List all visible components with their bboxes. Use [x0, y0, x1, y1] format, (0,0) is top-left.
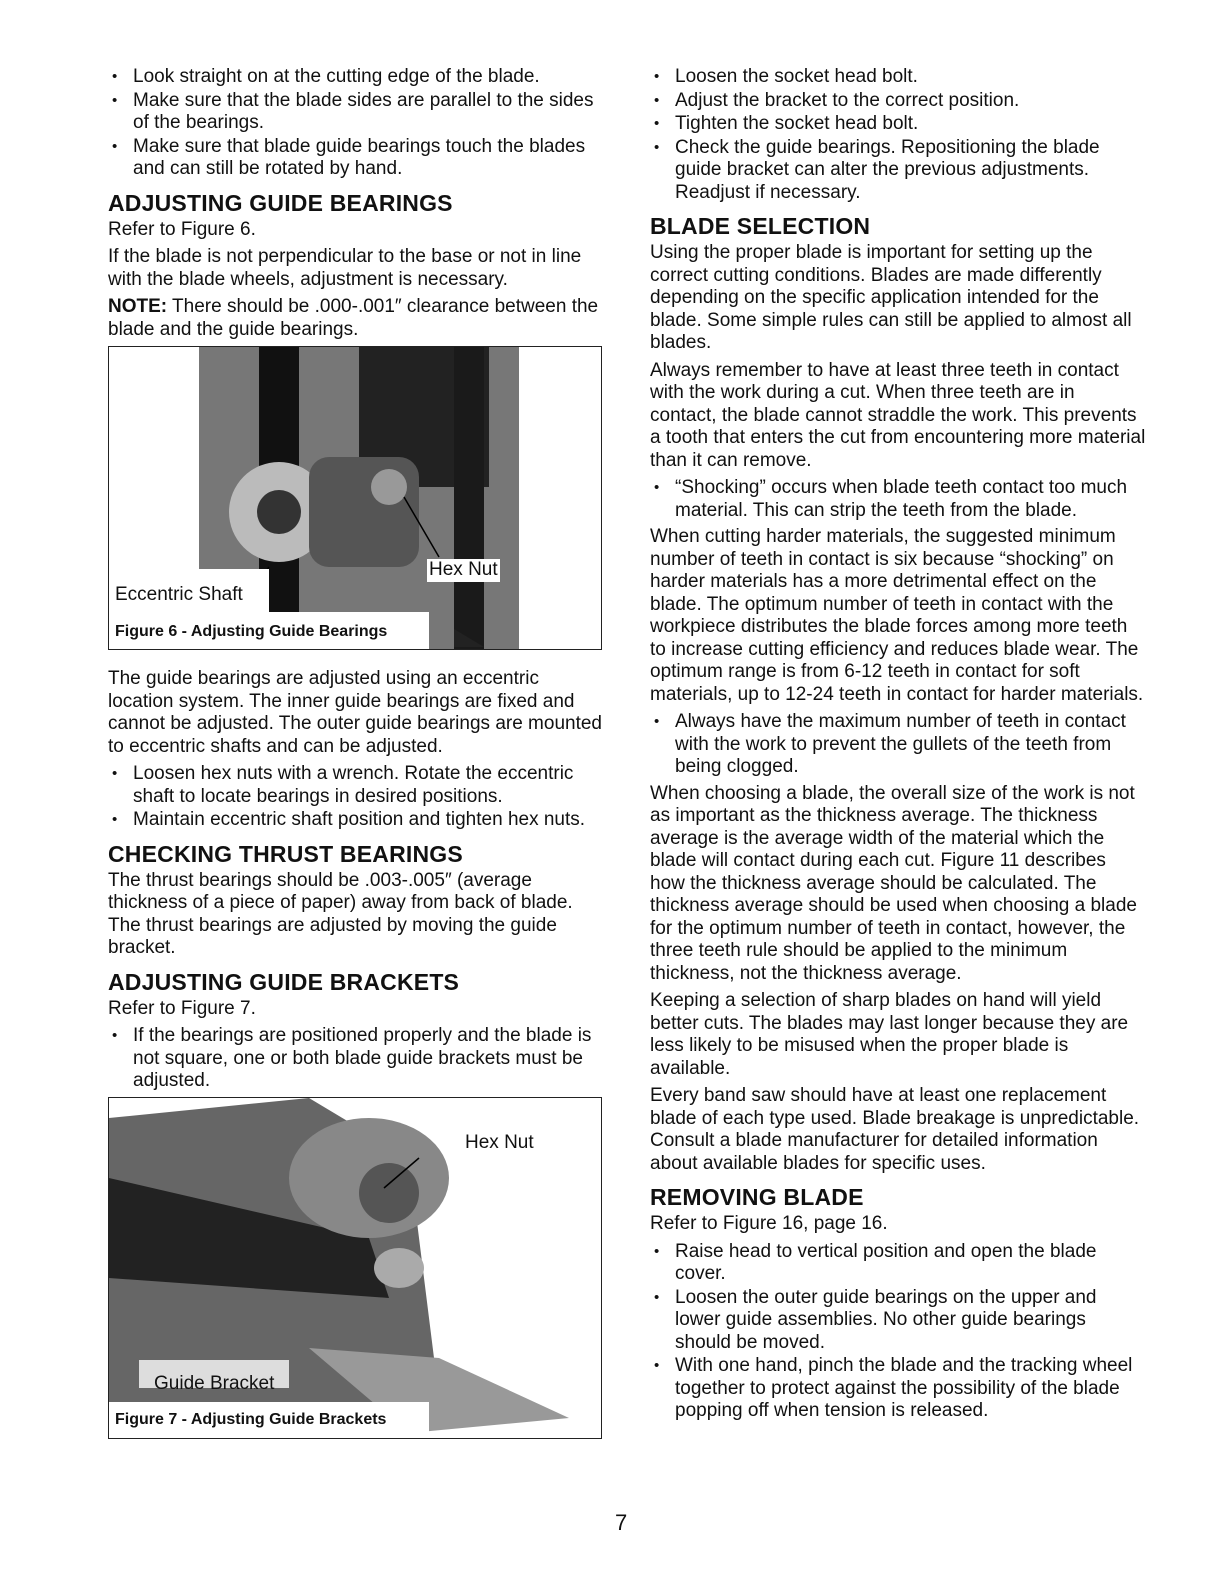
paragraph: When choosing a blade, the overall size of the work is not as important as the thickness average. The thickness average is the average width of the material which the blade will contact during each cut. Figure 11 describes how the thickness average should be calculated. The thickness average should be used when choosing a blade for the optimum number of teeth in contact, however, the three teeth rule should be applied to the minimum thickness, not the thickness average. — [650, 782, 1137, 984]
list-item: • Check the guide bearings. Repositioning the blade guide bracket can alter the previous adjustments. Readjust if necessary. — [650, 137, 1146, 205]
list-item: • Adjust the bracket to the correct position. — [650, 90, 1146, 113]
heading-checking-thrust-bearings: CHECKING THRUST BEARINGS — [108, 840, 463, 867]
list-item: • Tighten the socket head bolt. — [650, 113, 1146, 136]
figure-6 — [108, 346, 602, 650]
list-item: • Always have the maximum number of teeth in contact with the work to prevent the gullets of the teeth from being clogged. — [650, 711, 1146, 779]
heading-removing-blade: REMOVING BLADE — [650, 1184, 864, 1210]
page-number: 7 — [615, 1510, 628, 1535]
list-item: • Look straight on at the cutting edge of the blade. — [108, 66, 602, 89]
bullet-list — [650, 1241, 1146, 1423]
heading-adjusting-guide-brackets: ADJUSTING GUIDE BRACKETS — [108, 968, 460, 995]
heading-adjusting-guide-bearings: ADJUSTING GUIDE BEARINGS — [108, 189, 453, 216]
paragraph: The guide bearings are adjusted using an eccentric location system. The inner guide bearings are fixed and cannot be adjusted. The outer guide bearings are mounted to eccentric shafts and can be adjusted. — [108, 668, 602, 757]
paragraph: Refer to Figure 6. — [108, 218, 256, 240]
list-item: • If the bearings are positioned properly and the blade is not square, one or both blade guide brackets must be adjusted. — [108, 1025, 602, 1093]
paragraph: Refer to Figure 7. — [108, 997, 256, 1019]
figure-7-caption: Figure 7 - Adjusting Guide Brackets — [115, 1411, 387, 1428]
paragraph: When cutting harder materials, the suggested minimum number of teeth in contact is six because “shocking” on harder materials has a more detrimental effect on the blade. The optimum number of teeth in contact with the workpiece distributes the blade forces among more teeth to increase cutting efficiency and reduces blade wear. The optimum range is from 6-12 teeth in contact for soft materials, up to 12-24 teeth in contact for harder materials. — [650, 526, 1144, 705]
paragraph: Every band saw should have at least one replacement blade of each type used. Blade breakage is unpredictable. Consult a blade manufacturer for detailed information about available blades for specific uses. — [650, 1085, 1140, 1174]
bullet-list — [650, 477, 1146, 522]
right-column — [650, 66, 1146, 1427]
bullet-list — [650, 711, 1146, 779]
list-item: • Raise head to vertical position and open the blade cover. — [650, 1241, 1146, 1286]
bullet-list — [108, 763, 602, 832]
list-item: • Make sure that the blade sides are parallel to the sides of the bearings. — [108, 90, 602, 135]
paragraph: Keeping a selection of sharp blades on hand will yield better cuts. The blades may last longer because they are less likely to be misused when the proper blade is available. — [650, 990, 1129, 1079]
list-item: • With one hand, pinch the blade and the tracking wheel together to protect against the possibility of the blade popping off when tension is released. — [650, 1355, 1146, 1423]
bullet-list — [108, 1025, 602, 1093]
hex-nut-label: Hex Nut — [465, 1131, 534, 1153]
left-column — [108, 66, 602, 1457]
figure-7 — [108, 1097, 602, 1439]
list-item: • Loosen the outer guide bearings on the upper and lower guide assemblies. No other guide bearings should be moved. — [650, 1287, 1146, 1355]
list-item: • Loosen the socket head bolt. — [650, 66, 1146, 89]
heading-blade-selection: BLADE SELECTION — [650, 213, 871, 239]
note — [108, 296, 602, 341]
list-item: • Make sure that blade guide bearings touch the blades and can still be rotated by hand. — [108, 136, 602, 181]
list-item: • Maintain eccentric shaft position and tighten hex nuts. — [108, 809, 602, 832]
hex-nut-label: Hex Nut — [429, 559, 498, 580]
bullet-list — [108, 66, 602, 181]
bullet-list — [650, 66, 1146, 204]
list-item: • “Shocking” occurs when blade teeth contact too much material. This can strip the teeth from the blade. — [650, 477, 1146, 522]
list-item: • Loosen hex nuts with a wrench. Rotate the eccentric shaft to locate bearings in desired positions. — [108, 763, 602, 808]
figure-6-caption: Figure 6 - Adjusting Guide Bearings — [115, 622, 388, 640]
paragraph: Always remember to have at least three teeth in contact with the work during a cut. When three teeth are in contact, the blade cannot straddle the work. This prevents a tooth that enters the cut from encountering more material than it can remove. — [650, 359, 1146, 471]
note-label: NOTE: — [108, 296, 168, 317]
paragraph: Refer to Figure 16, page 16. — [650, 1213, 888, 1234]
paragraph: If the blade is not perpendicular to the base or not in line with the blade wheels, adjustment is necessary. — [108, 246, 582, 290]
paragraph: Using the proper blade is important for setting up the correct cutting conditions. Blades are made differently depending on the specific application intended for the blade. Some simple rules can still be applied to almost all blades. — [650, 242, 1132, 353]
paragraph: The thrust bearings should be .003-.005″ (average thickness of a piece of paper) away from back of blade. The thrust bearings are adjusted by moving the guide bracket. — [108, 869, 573, 958]
guide-bracket-label: Guide Bracket — [154, 1372, 275, 1394]
eccentric-shaft-label: Eccentric Shaft — [115, 584, 243, 605]
note-text: There should be .000-.001″ clearance between the blade and the guide bearings. — [108, 296, 599, 340]
